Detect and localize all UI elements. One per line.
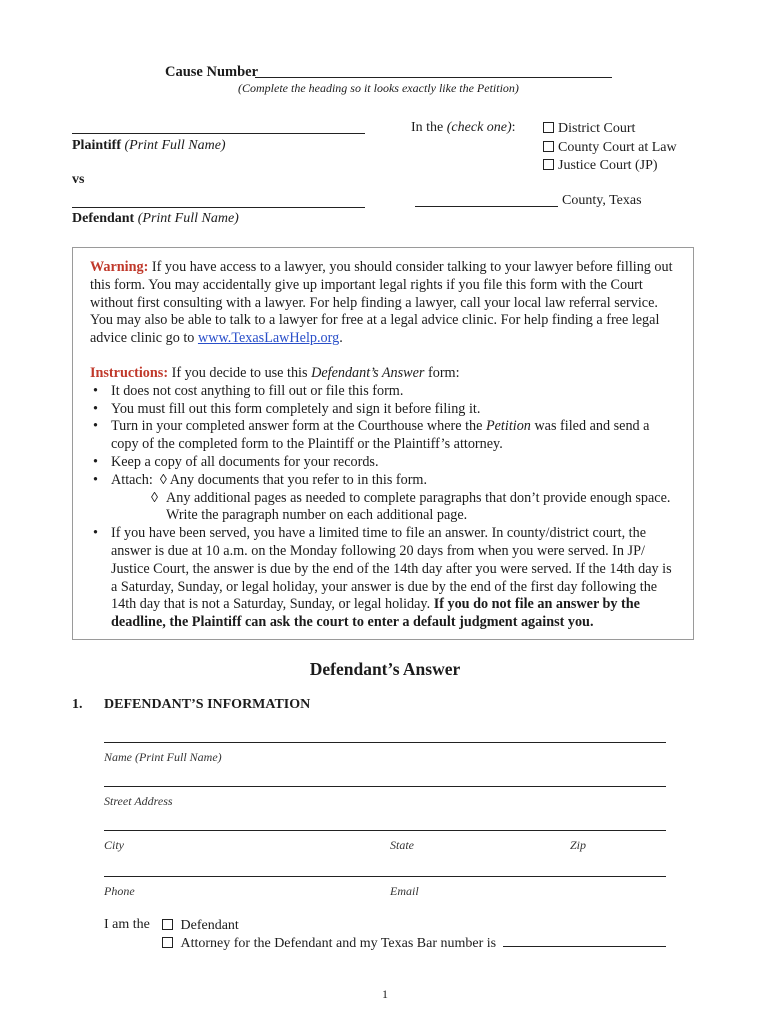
defendant-label [72,211,239,227]
warning-instructions-box [72,247,694,640]
name-field[interactable] [104,742,666,743]
list-item [90,472,676,525]
in-the-text: In the [411,120,444,135]
instructions-intro-form: Defendant’s Answer [311,364,425,381]
list-item [90,418,676,454]
street-address-label: Street Address [104,794,173,808]
texaslawhelp-link[interactable]: www.TexasLawHelp.org [197,330,340,347]
role-option-attorney[interactable] [162,935,496,953]
instructions-intro [90,365,676,383]
justice-court-label: Justice Court (JP) [558,158,658,173]
list-item [90,383,676,401]
instruction-text: If you have been served, you have a limited time to file an answer. In county/district court, the answer is due at 10 a.m. on the Monday following 20 days from when you were served. In JP/ Justice Court, the answer is due by the end of the 14th day after you were served. If the 14th day is a Saturday, Sunday, or legal holiday, your answer is due by the end of the first day following the 14th day that is not a Saturday, Sunday, or legal holiday. [111,525,672,613]
city-label: City [104,838,124,852]
county-court-checkbox[interactable] [543,141,554,152]
plaintiff-hint: (Print Full Name) [124,138,226,153]
list-item [90,525,676,632]
bullet: • [93,400,98,417]
email-label: Email [390,884,419,898]
bullet: • [93,525,98,542]
defendant-hint: (Print Full Name) [137,211,239,226]
form-title: Defendant’s Answer [309,659,461,679]
instructions-label: Instructions: [90,364,169,381]
zip-label: Zip [570,838,587,852]
district-court-label: District Court [558,121,636,136]
list-item [90,454,676,472]
defendant-label-text: Defendant [72,211,135,226]
phone-label: Phone [104,884,135,898]
court-prompt [411,120,516,136]
court-prompt-colon: : [511,120,516,135]
default-judgment-warning: If you do not file an answer by the deadline, the Plaintiff can ask the court to enter a default judgment against you. [111,596,640,631]
defendant-checkbox[interactable] [162,919,173,930]
instruction-text: was filed and send a copy of the completed form to the Plaintiff or the Plaintiff’s attorney. [111,418,650,453]
district-court-checkbox[interactable] [543,122,554,133]
state-label: State [390,838,414,852]
court-options [543,120,677,176]
page-number: 1 [382,987,388,1001]
bullet: • [93,382,98,399]
instruction-text: Keep a copy of all documents for your records. [111,453,379,470]
diamond-icon: ◊ [151,489,159,506]
list-item [90,401,676,419]
instruction-text: Any additional pages as needed to complete paragraphs that don’t provide enough space. Write the paragraph number on each additional page. [166,489,671,524]
instructions-intro-b: form: [428,364,460,381]
bullet: • [93,418,98,435]
phone-email-field[interactable] [104,876,666,877]
diamond-icon: ◊ [159,471,167,488]
attach-label: Attach: [111,471,153,488]
instruction-text: It does not cost anything to fill out or file this form. [111,382,404,399]
street-address-field[interactable] [104,786,666,787]
plaintiff-label [72,138,226,154]
instructions-intro-a: If you decide to use this [171,364,308,381]
instruction-text: Any documents that you refer to in this form. [169,471,428,488]
check-one-text: (check one) [446,120,512,135]
cause-number-label: Cause Number [165,64,259,80]
vs-label: vs [72,172,85,187]
petition-word: Petition [485,418,531,435]
warning-paragraph [90,259,676,348]
attorney-checkbox[interactable] [162,937,173,948]
role-options [162,917,496,953]
section-title: DEFENDANT’S INFORMATION [104,697,311,712]
defendant-role-label: Defendant [180,918,239,933]
warning-text: If you have access to a lawyer, you should consider talking to your lawyer before filling out this form. You may accidentally give up important legal rights if you file this form with the Court without first consulting with a lawyer. For help finding a lawyer, call your local law referral service. You may also be able to talk to a lawyer for free at a legal advice clinic. For help finding a free legal advice clinic go to [90,259,673,347]
section-number: 1. [72,697,83,712]
plaintiff-label-text: Plaintiff [72,138,121,153]
defendant-name-field[interactable] [72,194,365,208]
county-court-label: County Court at Law [558,139,677,155]
i-am-the-label: I am the [104,917,150,932]
bar-number-field[interactable] [503,933,666,947]
county-texas-label: County, Texas [562,193,642,208]
plaintiff-name-field[interactable] [72,120,365,134]
warning-end: . [339,330,343,347]
county-field[interactable] [415,193,558,207]
court-option-justice[interactable] [543,157,677,176]
bullet: • [93,453,98,470]
instruction-text: Turn in your completed answer form at the Courthouse where the [111,418,483,435]
role-option-defendant[interactable] [162,917,496,935]
justice-court-checkbox[interactable] [543,159,554,170]
instruction-text: You must fill out this form completely and sign it before filing it. [111,400,481,417]
heading-note: (Complete the heading so it looks exactly like the Petition) [238,81,519,95]
name-label: Name (Print Full Name) [104,750,222,764]
court-option-district[interactable] [543,120,677,139]
bullet: • [93,471,98,488]
cause-number-field[interactable] [255,62,612,78]
instructions-list [90,383,676,632]
court-option-county[interactable] [543,139,677,158]
warning-label: Warning: [90,259,149,275]
attach-item-2 [111,490,676,526]
attorney-role-label: Attorney for the Defendant and my Texas Bar number is [180,936,497,951]
city-state-zip-field[interactable] [104,830,666,831]
